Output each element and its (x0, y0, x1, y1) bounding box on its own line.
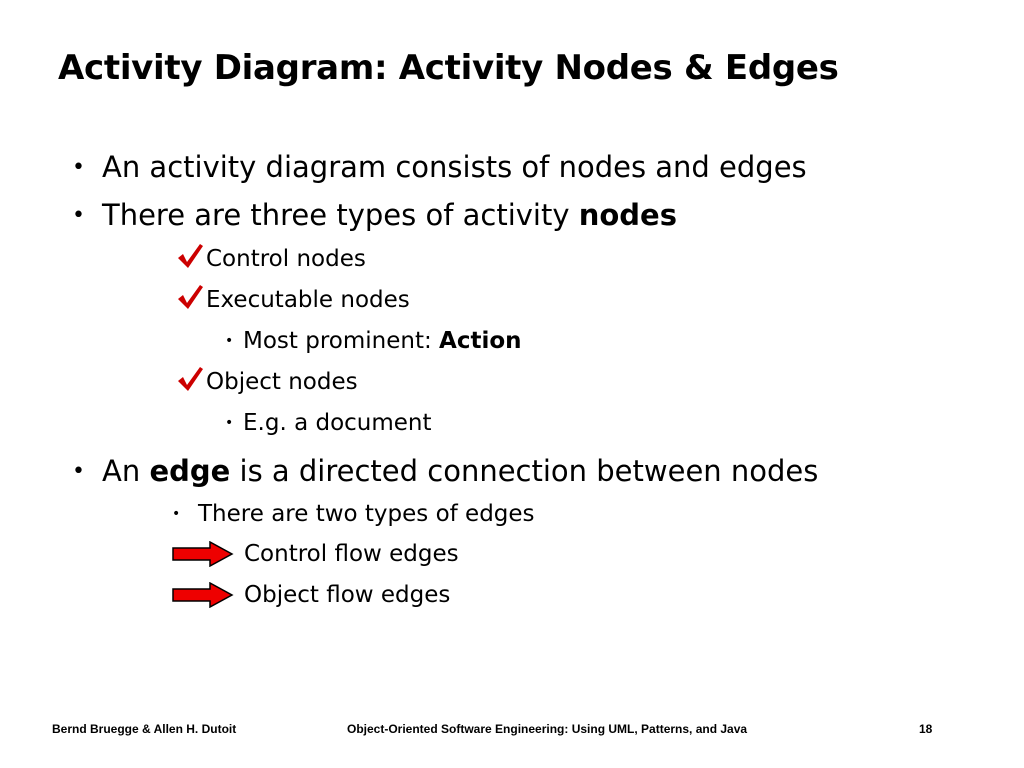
check-icon (176, 246, 204, 272)
check-icon (176, 287, 204, 313)
bullet-item (72, 198, 677, 232)
bullet-bold-text: edge (149, 454, 231, 488)
sub-bullet-bold-text: Action (439, 328, 522, 354)
footer-book-title: Object-Oriented Software Engineering: Using UML, Patterns, and Java (347, 722, 748, 736)
footer-page-number: 18 (919, 722, 933, 736)
sub-bullet-text: Most prominent: (243, 328, 440, 354)
bullet-glyph: • (172, 506, 181, 522)
bullet-item (72, 150, 807, 184)
arrow-item-label: Control flow edges (244, 541, 459, 567)
bullet-text: There are three types of activity (102, 198, 579, 232)
bullet-text: An (102, 454, 150, 488)
arrow-item (172, 541, 459, 567)
right-arrow-icon (172, 582, 234, 608)
bullet-text: is a directed connection between nodes (230, 454, 819, 488)
bullet-glyph: • (72, 202, 85, 228)
sub-bullet-text: E.g. a document (243, 410, 432, 436)
check-item (176, 246, 366, 272)
sub-bullet-item (225, 328, 522, 354)
bullet-text: An activity diagram consists of nodes and edges (102, 150, 807, 184)
slide-title: Activity Diagram: Activity Nodes & Edges (58, 48, 839, 88)
footer-authors: Bernd Bruegge & Allen H. Dutoit (52, 722, 237, 736)
check-item-label: Object nodes (206, 369, 358, 395)
bullet-glyph: • (225, 333, 234, 349)
check-icon (176, 369, 204, 395)
bullet-glyph: • (225, 415, 234, 431)
sub-bullet-item (225, 410, 432, 436)
bullet-glyph: • (72, 458, 85, 484)
arrow-item (172, 582, 450, 608)
sub-bullet-text: There are two types of edges (198, 501, 535, 527)
right-arrow-icon (172, 541, 234, 567)
bullet-glyph: • (72, 154, 85, 180)
check-item (176, 369, 358, 395)
arrow-item-label: Object flow edges (244, 582, 451, 608)
check-item-label: Control nodes (206, 246, 366, 272)
check-item-label: Executable nodes (206, 287, 410, 313)
bullet-bold-text: nodes (578, 198, 677, 232)
sub-bullet-item (172, 501, 535, 527)
bullet-item (72, 454, 818, 488)
check-item (176, 287, 410, 313)
